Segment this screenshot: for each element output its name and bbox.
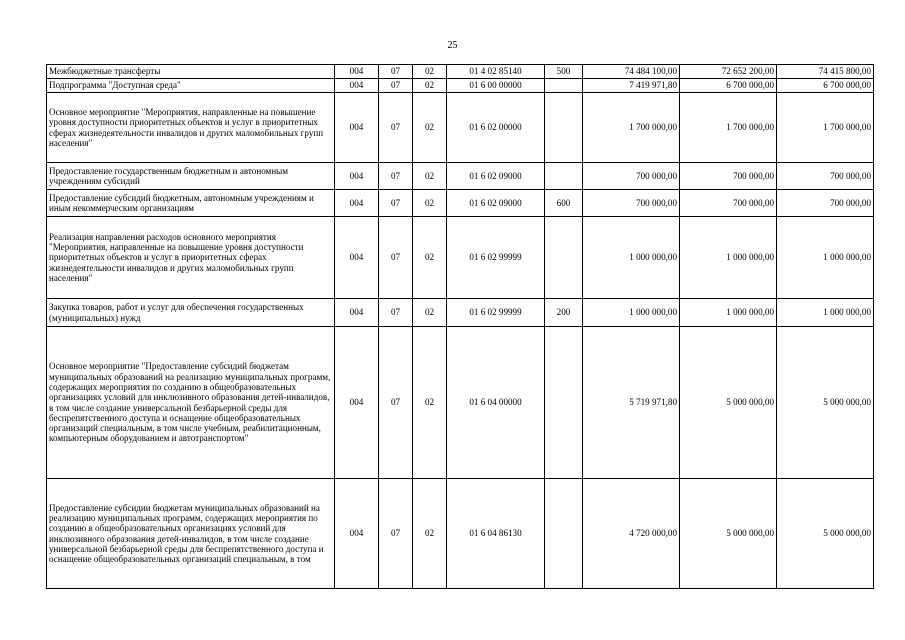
- amount-year-3: 5 000 000,00: [777, 327, 874, 479]
- amount-year-3: 700 000,00: [777, 163, 874, 190]
- ved-code: 004: [335, 217, 379, 299]
- amount-year-3: 1 000 000,00: [777, 299, 874, 327]
- table-row: [47, 163, 874, 190]
- section-code: 07: [379, 327, 413, 479]
- table-row: [47, 327, 874, 479]
- amount-year-2: 700 000,00: [680, 163, 777, 190]
- amount-year-3: 6 700 000,00: [777, 79, 874, 93]
- page-number: 25: [447, 40, 458, 51]
- row-name: Закупка товаров, работ и услуг для обеспечения государственных (муниципальных) нужд: [47, 299, 335, 327]
- row-name: Предоставление субсидии бюджетам муниципальных образований на реализацию муниципальных программ, содержащих мероприятия по созданию в общеобразовательных организациях условий для инклюзивного образования детей-инвалидов, в том числе создание универсальной безбарьерной среды для беспрепятственного доступа и оснащение общеобразовательных организаций специальным, в том: [47, 479, 335, 589]
- row-name: Реализация направления расходов основного мероприятия "Мероприятия, направленные на повышение уровня доступности приоритетных объектов и услуг в приоритетных сферах жизнедеятельности инвалидов и других маломобильных групп населения": [47, 217, 335, 299]
- amount-year-3: 74 415 800,00: [777, 65, 874, 79]
- ved-code: 004: [335, 93, 379, 163]
- expense-type-code: [545, 79, 583, 93]
- target-article-code: 01 6 02 99999: [447, 299, 545, 327]
- amount-year-1: 1 700 000,00: [583, 93, 680, 163]
- row-name: Подпрограмма "Доступная среда": [47, 79, 335, 93]
- target-article-code: 01 6 04 86130: [447, 479, 545, 589]
- amount-year-3: 5 000 000,00: [777, 479, 874, 589]
- subsection-code: 02: [413, 79, 447, 93]
- amount-year-2: 5 000 000,00: [680, 479, 777, 589]
- amount-year-3: 1 000 000,00: [777, 217, 874, 299]
- table-row: [47, 299, 874, 327]
- ved-code: 004: [335, 327, 379, 479]
- target-article-code: 01 6 02 09000: [447, 163, 545, 190]
- subsection-code: 02: [413, 93, 447, 163]
- amount-year-1: 1 000 000,00: [583, 217, 680, 299]
- section-code: 07: [379, 217, 413, 299]
- target-article-code: 01 6 00 00000: [447, 79, 545, 93]
- ved-code: 004: [335, 65, 379, 79]
- target-article-code: 01 6 04 00000: [447, 327, 545, 479]
- amount-year-3: 1 700 000,00: [777, 93, 874, 163]
- target-article-code: 01 6 02 09000: [447, 190, 545, 217]
- ved-code: 004: [335, 299, 379, 327]
- target-article-code: 01 6 02 99999: [447, 217, 545, 299]
- section-code: 07: [379, 65, 413, 79]
- amount-year-1: 7 419 971,80: [583, 79, 680, 93]
- row-name: Предоставление государственным бюджетным и автономным учреждениям субсидий: [47, 163, 335, 190]
- amount-year-1: 4 720 000,00: [583, 479, 680, 589]
- amount-year-2: 700 000,00: [680, 190, 777, 217]
- subsection-code: 02: [413, 190, 447, 217]
- expense-type-code: 500: [545, 65, 583, 79]
- amount-year-3: 700 000,00: [777, 190, 874, 217]
- ved-code: 004: [335, 479, 379, 589]
- amount-year-2: 72 652 200,00: [680, 65, 777, 79]
- amount-year-1: 74 484 100,00: [583, 65, 680, 79]
- expense-type-code: [545, 327, 583, 479]
- amount-year-2: 1 000 000,00: [680, 217, 777, 299]
- amount-year-2: 6 700 000,00: [680, 79, 777, 93]
- budget-table: [46, 64, 874, 589]
- expense-type-code: [545, 479, 583, 589]
- section-code: 07: [379, 93, 413, 163]
- amount-year-1: 5 719 971,80: [583, 327, 680, 479]
- amount-year-2: 5 000 000,00: [680, 327, 777, 479]
- expense-type-code: [545, 93, 583, 163]
- table-row: [47, 65, 874, 79]
- section-code: 07: [379, 163, 413, 190]
- row-name: Предоставление субсидий бюджетным, автономным учреждениям и иным некоммерческим организациям: [47, 190, 335, 217]
- target-article-code: 01 6 02 00000: [447, 93, 545, 163]
- amount-year-2: 1 700 000,00: [680, 93, 777, 163]
- table-row: [47, 79, 874, 93]
- subsection-code: 02: [413, 327, 447, 479]
- subsection-code: 02: [413, 479, 447, 589]
- amount-year-1: 700 000,00: [583, 163, 680, 190]
- section-code: 07: [379, 299, 413, 327]
- subsection-code: 02: [413, 299, 447, 327]
- table-row: [47, 217, 874, 299]
- table-row: [47, 479, 874, 589]
- section-code: 07: [379, 479, 413, 589]
- row-name: Основное мероприятие "Мероприятия, направленные на повышение уровня доступности приоритетных объектов и услуг в приоритетных сферах жизнедеятельности инвалидов и других маломобильных групп населения": [47, 93, 335, 163]
- expense-type-code: [545, 217, 583, 299]
- subsection-code: 02: [413, 163, 447, 190]
- table-row: [47, 93, 874, 163]
- row-name: Межбюджетные трансферты: [47, 65, 335, 79]
- ved-code: 004: [335, 190, 379, 217]
- target-article-code: 01 4 02 85140: [447, 65, 545, 79]
- expense-type-code: 600: [545, 190, 583, 217]
- amount-year-2: 1 000 000,00: [680, 299, 777, 327]
- section-code: 07: [379, 79, 413, 93]
- section-code: 07: [379, 190, 413, 217]
- subsection-code: 02: [413, 65, 447, 79]
- subsection-code: 02: [413, 217, 447, 299]
- expense-type-code: 200: [545, 299, 583, 327]
- table-row: [47, 190, 874, 217]
- row-name: Основное мероприятие "Предоставление субсидий бюджетам муниципальных образований на реализацию муниципальных программ, содержащих мероприятия по созданию в общеобразовательных организациях условий для инклюзивного образования детей-инвалидов, в том числе создание универсальной безбарьерной среды для беспрепятственного доступа и оснащение общеобразовательных организаций специальным, в том числе учебным, реабилитационным, компьютерным оборудованием и автотранспортом": [47, 327, 335, 479]
- amount-year-1: 1 000 000,00: [583, 299, 680, 327]
- expense-type-code: [545, 163, 583, 190]
- amount-year-1: 700 000,00: [583, 190, 680, 217]
- ved-code: 004: [335, 79, 379, 93]
- ved-code: 004: [335, 163, 379, 190]
